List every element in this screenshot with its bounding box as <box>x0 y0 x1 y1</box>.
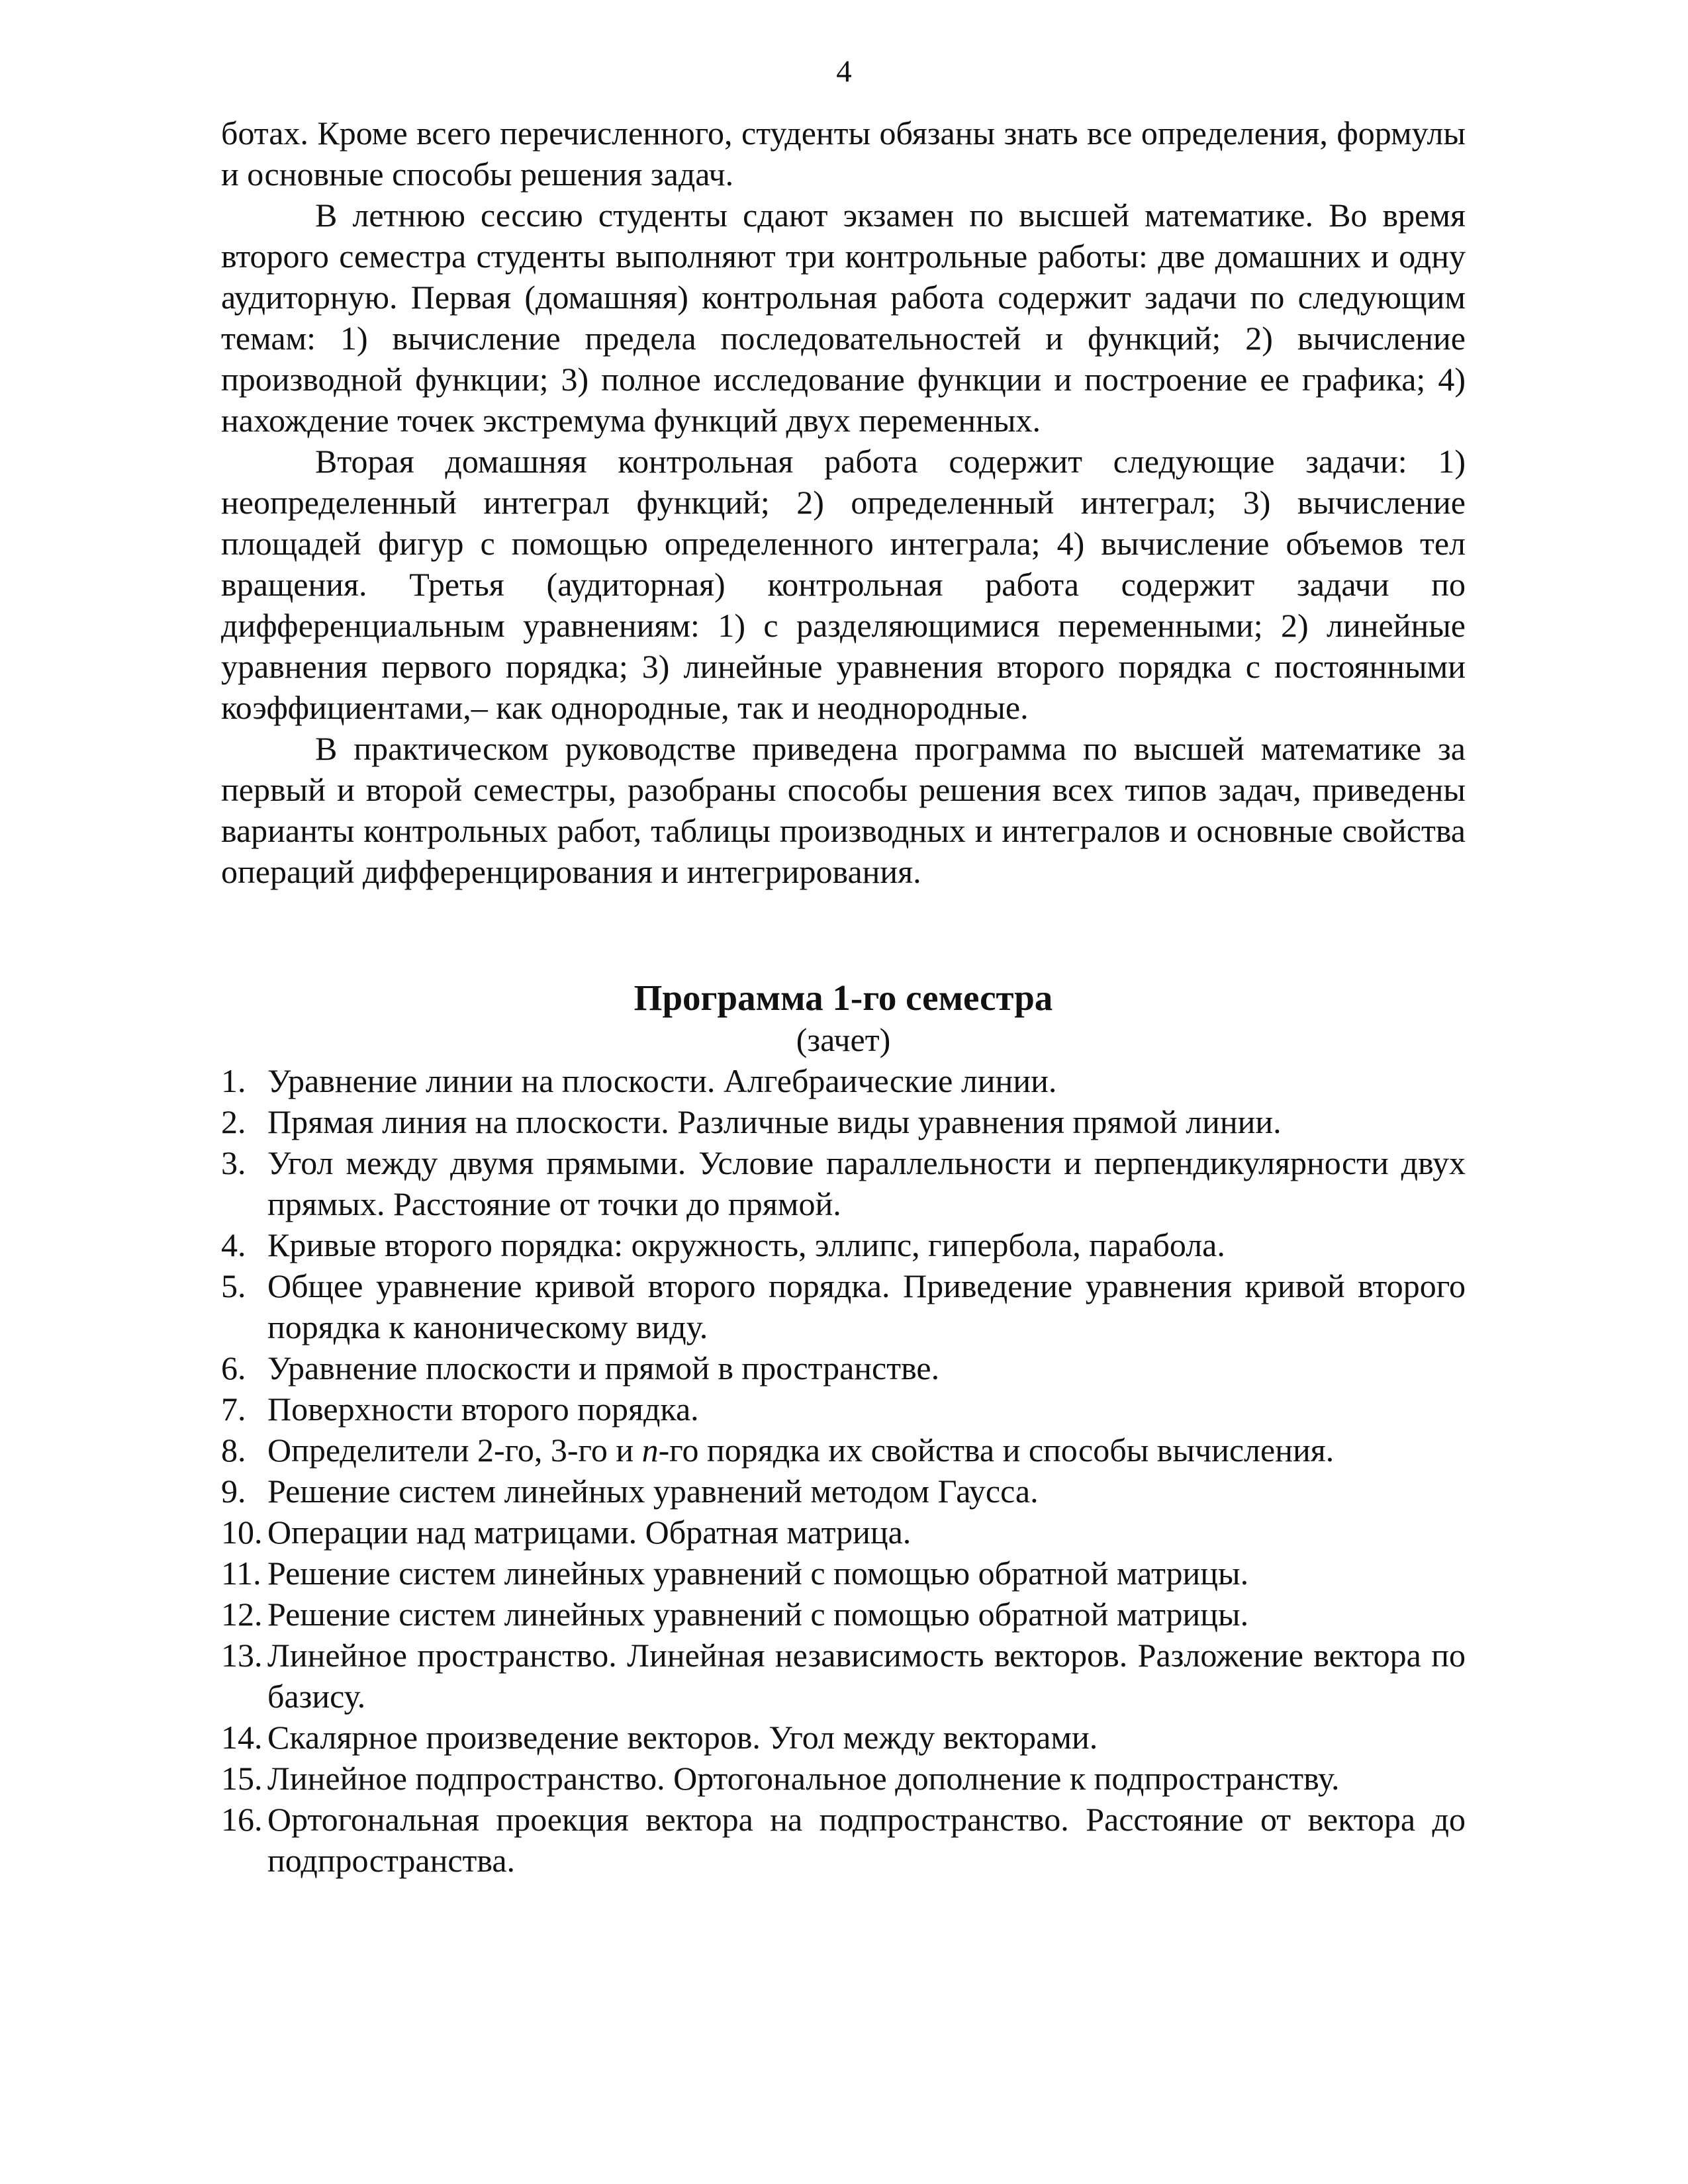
item-number: 1. <box>221 1062 246 1099</box>
program-item-2 <box>221 1101 1466 1142</box>
item-text-after: -го порядка их свойства и способы вычисления. <box>658 1432 1335 1469</box>
program-item-3 <box>221 1142 1466 1224</box>
item-number: 8. <box>221 1432 246 1469</box>
program-item-14 <box>221 1717 1466 1758</box>
item-text: Угол между двумя прямыми. Условие параллельности и перпендикулярности двух прямых. Расстояние от точки до прямой. <box>267 1144 1466 1222</box>
item-number: 10. <box>221 1514 263 1551</box>
item-number: 6. <box>221 1349 246 1387</box>
paragraph-guide-overview: В практическом руководстве приведена программа по высшей математике за первый и второй семестры, разобраны способы решения всех типов задач, приведены варианты контрольных работ, таблицы производных и интегралов и основные свойства операций дифференцирования и интегрирования. <box>221 730 1466 890</box>
program-item-15 <box>221 1758 1466 1799</box>
program-item-8 <box>221 1430 1466 1471</box>
page-number: 4 <box>836 54 852 89</box>
program-item-4 <box>221 1224 1466 1265</box>
program-item-7 <box>221 1388 1466 1430</box>
program-item-1 <box>221 1060 1466 1101</box>
item-text: Скалярное произведение векторов. Угол между векторами. <box>267 1719 1098 1756</box>
item-number: 16. <box>221 1801 263 1838</box>
section-subtitle: (зачет) <box>796 1021 891 1058</box>
program-item-13 <box>221 1635 1466 1717</box>
program-item-5 <box>221 1265 1466 1347</box>
program-item-11 <box>221 1553 1466 1594</box>
program-item-10 <box>221 1512 1466 1553</box>
variable-n: n <box>641 1432 659 1469</box>
item-text: Уравнение линии на плоскости. Алгебраические линии. <box>267 1062 1057 1099</box>
item-number: 7. <box>221 1390 246 1428</box>
item-number: 5. <box>221 1267 246 1304</box>
item-text: Линейное пространство. Линейная независимость векторов. Разложение вектора по базису. <box>267 1637 1466 1715</box>
item-number: 9. <box>221 1473 246 1510</box>
item-text: Поверхности второго порядка. <box>267 1390 699 1428</box>
program-item-16 <box>221 1799 1466 1881</box>
item-text: Общее уравнение кривой второго порядка. Приведение уравнения кривой второго порядка к каноническому виду. <box>267 1267 1466 1345</box>
program-item-6 <box>221 1347 1466 1388</box>
program-item-9 <box>221 1471 1466 1512</box>
item-text-before: Определители 2-го, 3-го и <box>267 1432 642 1469</box>
item-text: Уравнение плоскости и прямой в пространстве. <box>267 1349 940 1387</box>
item-text: Решение систем линейных уравнений с помощью обратной матрицы. <box>267 1555 1249 1592</box>
paragraph-exams: В летнюю сессию студенты сдают экзамен по высшей математике. Во время второго семестра студенты выполняют три контрольные работы: две домашних и одну аудиторную. Первая (домашняя) контрольная работа содержит задачи по следующим темам: 1) вычисление предела последовательностей и функций; 2) вычисление производной функции; 3) полное исследование функции и построение ее графика; 4) нахождение точек экстремума функций двух переменных. <box>221 197 1466 439</box>
item-number: 4. <box>221 1226 246 1263</box>
item-text: Линейное подпространство. Ортогональное дополнение к подпространству. <box>267 1760 1340 1797</box>
item-number: 12. <box>221 1596 263 1633</box>
item-number: 2. <box>221 1103 246 1140</box>
item-number: 13. <box>221 1637 263 1674</box>
item-text: Операции над матрицами. Обратная матрица. <box>267 1514 912 1551</box>
item-number: 3. <box>221 1144 246 1181</box>
document-body <box>221 113 1466 1881</box>
item-text: Кривые второго порядка: окружность, эллипс, гипербола, парабола. <box>267 1226 1225 1263</box>
item-text: Прямая линия на плоскости. Различные виды уравнения прямой линии. <box>267 1103 1282 1140</box>
item-number: 15. <box>221 1760 263 1797</box>
paragraph-continuation: ботах. Кроме всего перечисленного, студенты обязаны знать все определения, формулы и основные способы решения задач. <box>221 114 1466 193</box>
program-list <box>221 1060 1466 1881</box>
item-text: Решение систем линейных уравнений с помощью обратной матрицы. <box>267 1596 1249 1633</box>
program-item-12 <box>221 1594 1466 1635</box>
paragraph-second-test: Вторая домашняя контрольная работа содержит следующие задачи: 1) неопределенный интеграл функций; 2) определенный интеграл; 3) вычисление площадей фигур с помощью определенного интеграла; 4) вычисление объемов тел вращения. Третья (аудиторная) контрольная работа содержит задачи по дифференциальным уравнениям: 1) с разделяющимися переменными; 2) линейные уравнения первого порядка; 3) линейные уравнения второго порядка с постоянными коэффициентами,– как однородные, так и неоднородные. <box>221 443 1466 726</box>
item-number: 14. <box>221 1719 263 1756</box>
item-text: Решение систем линейных уравнений методом Гаусса. <box>267 1473 1039 1510</box>
item-number: 11. <box>221 1555 261 1592</box>
item-text: Ортогональная проекция вектора на подпространство. Расстояние от вектора до подпространства. <box>267 1801 1466 1879</box>
item-text <box>267 1430 1466 1471</box>
section-title: Программа 1-го семестра <box>633 978 1053 1018</box>
